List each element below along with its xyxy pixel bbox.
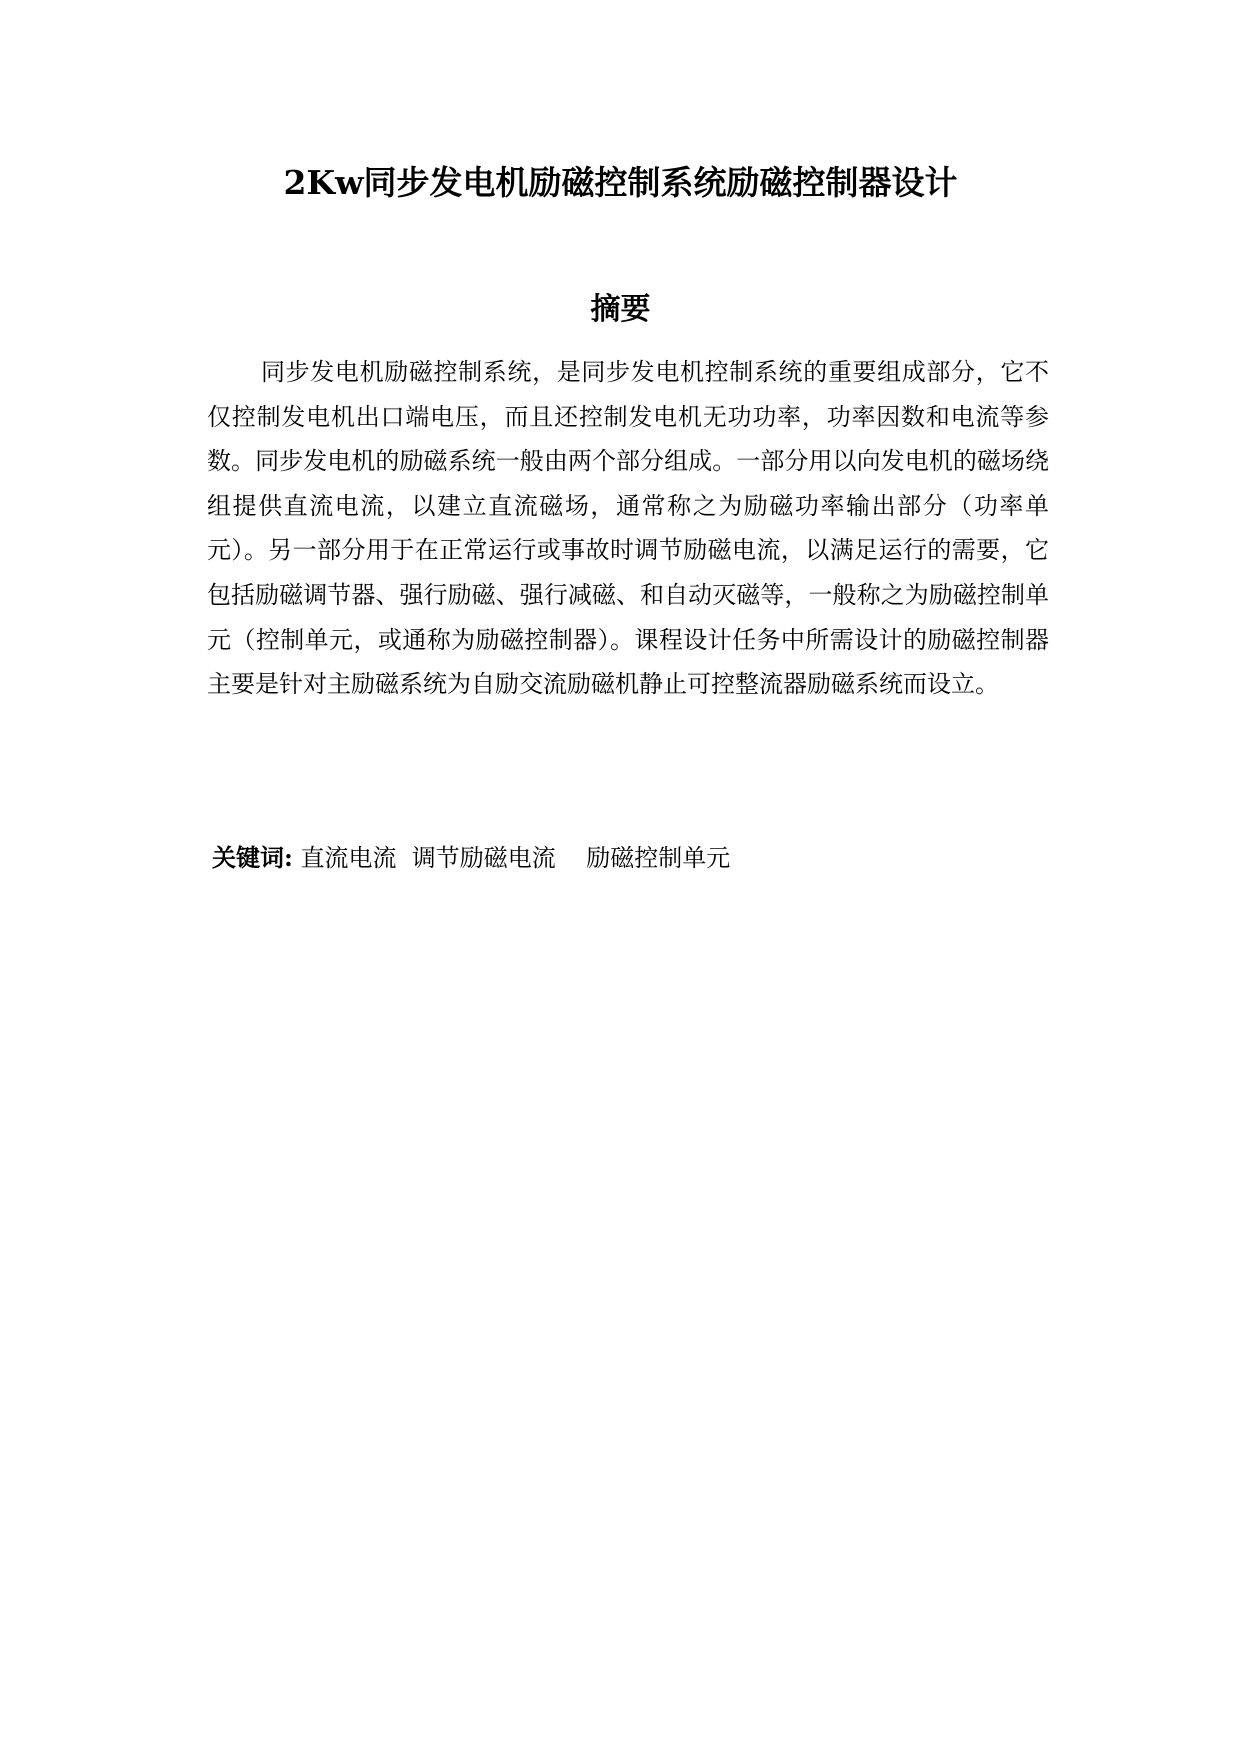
document-title: 2Kw同步发电机励磁控制系统励磁控制器设计 <box>283 163 958 202</box>
keywords-label: 关键词: <box>212 843 293 872</box>
keywords-text: 直流电流 调节励磁电流 励磁控制单元 <box>292 844 731 872</box>
keywords-line <box>212 838 1052 878</box>
abstract-heading: 摘要 <box>590 292 651 327</box>
abstract-body: 同步发电机励磁控制系统，是同步发电机控制系统的重要组成部分，它不仅控制发电机出口端电压，而且还控制发电机无功功率，功率因数和电流等参数。同步发电机的励磁系统一般由两个部分组成。一部分用以向发电机的磁场绕组提供直流电流，以建立直流磁场，通常称之为励磁功率输出部分（功率单元）。另一部分用于在正常运行或事故时调节励磁电流，以满足运行的需要，它包括励磁调节器、强行励磁、强行减磁、和自动灭磁等，一般称之为励磁控制单元（控制单元，或通称为励磁控制器）。课程设计任务中所需设计的励磁控制器主要是针对主励磁系统为自励交流励磁机静止可控整流器励磁系统而设立。 <box>207 358 1049 699</box>
